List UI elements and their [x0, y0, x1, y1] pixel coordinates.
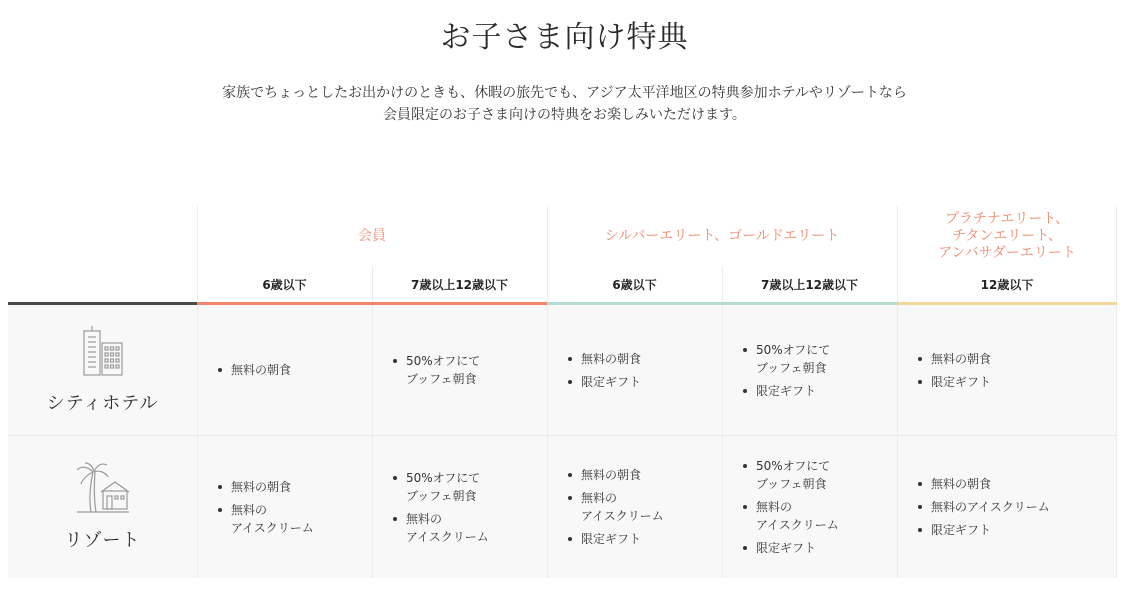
benefit-item: 無料の アイスクリーム [217, 501, 314, 537]
page-title: お子さま向け特典 [440, 20, 689, 55]
benefit-cell [547, 436, 722, 578]
benefit-cell [897, 305, 1117, 435]
benefit-item: 無料の朝食 [217, 478, 314, 496]
benefit-item: 無料の アイスクリーム [742, 498, 839, 534]
age-header: 12歳以下 [980, 277, 1034, 292]
benefit-item: 限定ギフト [567, 373, 641, 391]
benefit-cell [372, 305, 547, 435]
benefit-list [217, 473, 314, 542]
city-hotel-icon [81, 325, 125, 377]
tier-header-silver-gold [547, 206, 897, 266]
benefit-list [917, 345, 991, 396]
benefit-list [392, 464, 489, 551]
benefit-item: 無料の朝食 [917, 475, 1050, 493]
tier-label-line: チタンエリート、 [951, 227, 1063, 244]
benefit-item: 無料の朝食 [217, 361, 291, 379]
benefit-item: 限定ギフト [567, 530, 664, 548]
age-header: 7歳以上12歳以下 [760, 277, 859, 292]
resort-icon [75, 462, 131, 514]
tier-label: 会員 [358, 227, 386, 244]
benefit-list [567, 345, 641, 396]
row-label: シティホテル [46, 393, 159, 414]
benefit-cell [722, 436, 897, 578]
benefit-item: 限定ギフト [917, 373, 991, 391]
benefit-cell [197, 305, 372, 435]
benefit-cell [547, 305, 722, 435]
benefit-list [742, 452, 839, 562]
benefit-cell [197, 436, 372, 578]
intro-line-2: 会員限定のお子さま向けの特典をお楽しみいただけます。 [383, 107, 746, 123]
benefit-list [742, 336, 830, 405]
age-header: 6歳以下 [262, 277, 307, 292]
benefit-list [917, 470, 1050, 544]
benefit-list [217, 356, 291, 384]
benefit-item: 無料の朝食 [917, 350, 991, 368]
benefit-item: 50%オフにて ブッフェ朝食 [392, 469, 489, 505]
row-label: リゾート [64, 530, 141, 551]
tier-label: シルバーエリート、ゴールドエリート [604, 227, 840, 244]
benefit-item: 無料のアイスクリーム [917, 498, 1050, 516]
benefit-item: 限定ギフト [742, 539, 839, 557]
tier-label-line: アンバサダーエリート [938, 244, 1076, 261]
benefit-cell [722, 305, 897, 435]
benefit-list [567, 461, 664, 553]
tier-header-member [197, 206, 547, 266]
benefit-list [392, 347, 480, 393]
benefit-item: 限定ギフト [917, 521, 1050, 539]
age-header: 7歳以上12歳以下 [410, 277, 509, 292]
tier-label-line: プラチナエリート、 [944, 210, 1070, 227]
row-header-resort [8, 436, 197, 578]
benefit-item: 50%オフにて ブッフェ朝食 [742, 457, 839, 493]
benefit-item: 50%オフにて ブッフェ朝食 [392, 352, 480, 388]
benefit-item: 無料の朝食 [567, 466, 664, 484]
benefits-table [8, 206, 1117, 578]
benefit-item: 無料の アイスクリーム [567, 489, 664, 525]
benefit-cell [897, 436, 1117, 578]
row-header-city-hotel [8, 305, 197, 435]
benefit-item: 無料の朝食 [567, 350, 641, 368]
intro-text [0, 82, 1129, 126]
benefit-cell [372, 436, 547, 578]
benefit-item: 限定ギフト [742, 382, 830, 400]
tier-header-platinum [897, 210, 1117, 262]
benefit-item: 50%オフにて ブッフェ朝食 [742, 341, 830, 377]
benefit-item: 無料の アイスクリーム [392, 510, 489, 546]
age-header: 6歳以下 [612, 277, 657, 292]
intro-line-1: 家族でちょっとしたお出かけのときも、休暇の旅先でも、アジア太平洋地区の特典参加ホテルやリゾートなら [222, 85, 907, 101]
